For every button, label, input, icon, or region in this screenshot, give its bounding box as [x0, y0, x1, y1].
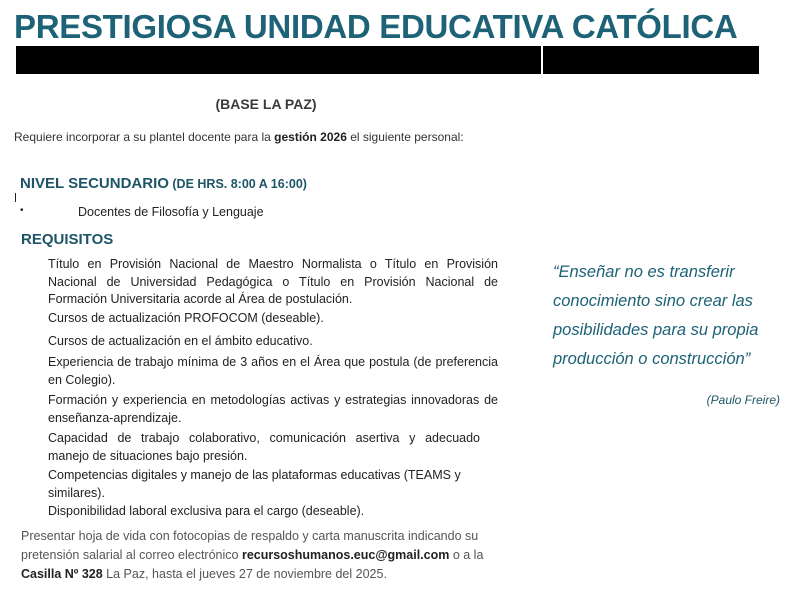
position-text: Docentes de Filosofía y Lenguaje	[78, 205, 264, 219]
quote-author: (Paulo Freire)	[706, 393, 780, 407]
requirement-item: Disponibilidad laboral exclusiva para el cargo (deseable).	[48, 504, 365, 518]
level-heading: NIVEL SECUNDARIO (DE HRS. 8:00 A 16:00)	[20, 175, 307, 192]
quote-text: “Enseñar no es transferir conocimiento sino crear las posibilidades para su propia producción o construcción”	[553, 263, 759, 368]
requirement-item: Formación y experiencia en metodologías activas y estrategias innovadoras de enseñanza-aprendizaje.	[48, 393, 498, 425]
requirements-heading: REQUISITOS	[21, 231, 114, 248]
intro-text: Requiere incorporar a su plantel docente para la gestión 2026 el siguiente personal:	[14, 130, 464, 144]
requirement-item: Experiencia de trabajo mínima de 3 años en el Área que postula (de preferencia en Colegio).	[48, 355, 498, 387]
base-location: (BASE LA PAZ)	[215, 96, 317, 112]
contact-email: recursoshumanos.euc@gmail.com	[241, 548, 450, 562]
casilla-number: Casilla Nº 328	[21, 567, 103, 581]
requirement-item: Competencias digitales y manejo de las plataformas educativas (TEAMS y similares).	[48, 468, 461, 500]
requirement-item: Cursos de actualización en el ámbito educativo.	[48, 334, 313, 348]
text-cursor-mark	[15, 193, 16, 202]
requirement-item: Cursos de actualización PROFOCOM (deseable).	[48, 311, 324, 325]
page-title: PRESTIGIOSA UNIDAD EDUCATIVA CATÓLICA	[14, 8, 738, 45]
level-schedule: (DE HRS. 8:00 A 16:00)	[168, 177, 307, 191]
requirement-item: Capacidad de trabajo colaborativo, comunicación asertiva y adecuado manejo de situaciones bajo presión.	[48, 431, 480, 463]
requirement-item: Título en Provisión Nacional de Maestro Normalista o Título en Provisión Nacional de Universidad Pedagógica o Título en Provisión Nacional de Formación Universitaria acorde al Área de postulación.	[48, 257, 498, 306]
bullet-icon: •	[20, 205, 24, 216]
intro-highlight: gestión 2026	[274, 130, 347, 144]
closing-paragraph: Presentar hoja de vida con fotocopias de respaldo y carta manuscrita indicando su pretensión salarial al correo electrónico recursoshumanos.euc@gmail.com o a la Casilla Nº 328 La Paz, hasta el jueves 27 de noviembre del 2025.	[21, 529, 484, 581]
header-bar-right	[543, 46, 759, 74]
header-bar-left	[16, 46, 541, 74]
